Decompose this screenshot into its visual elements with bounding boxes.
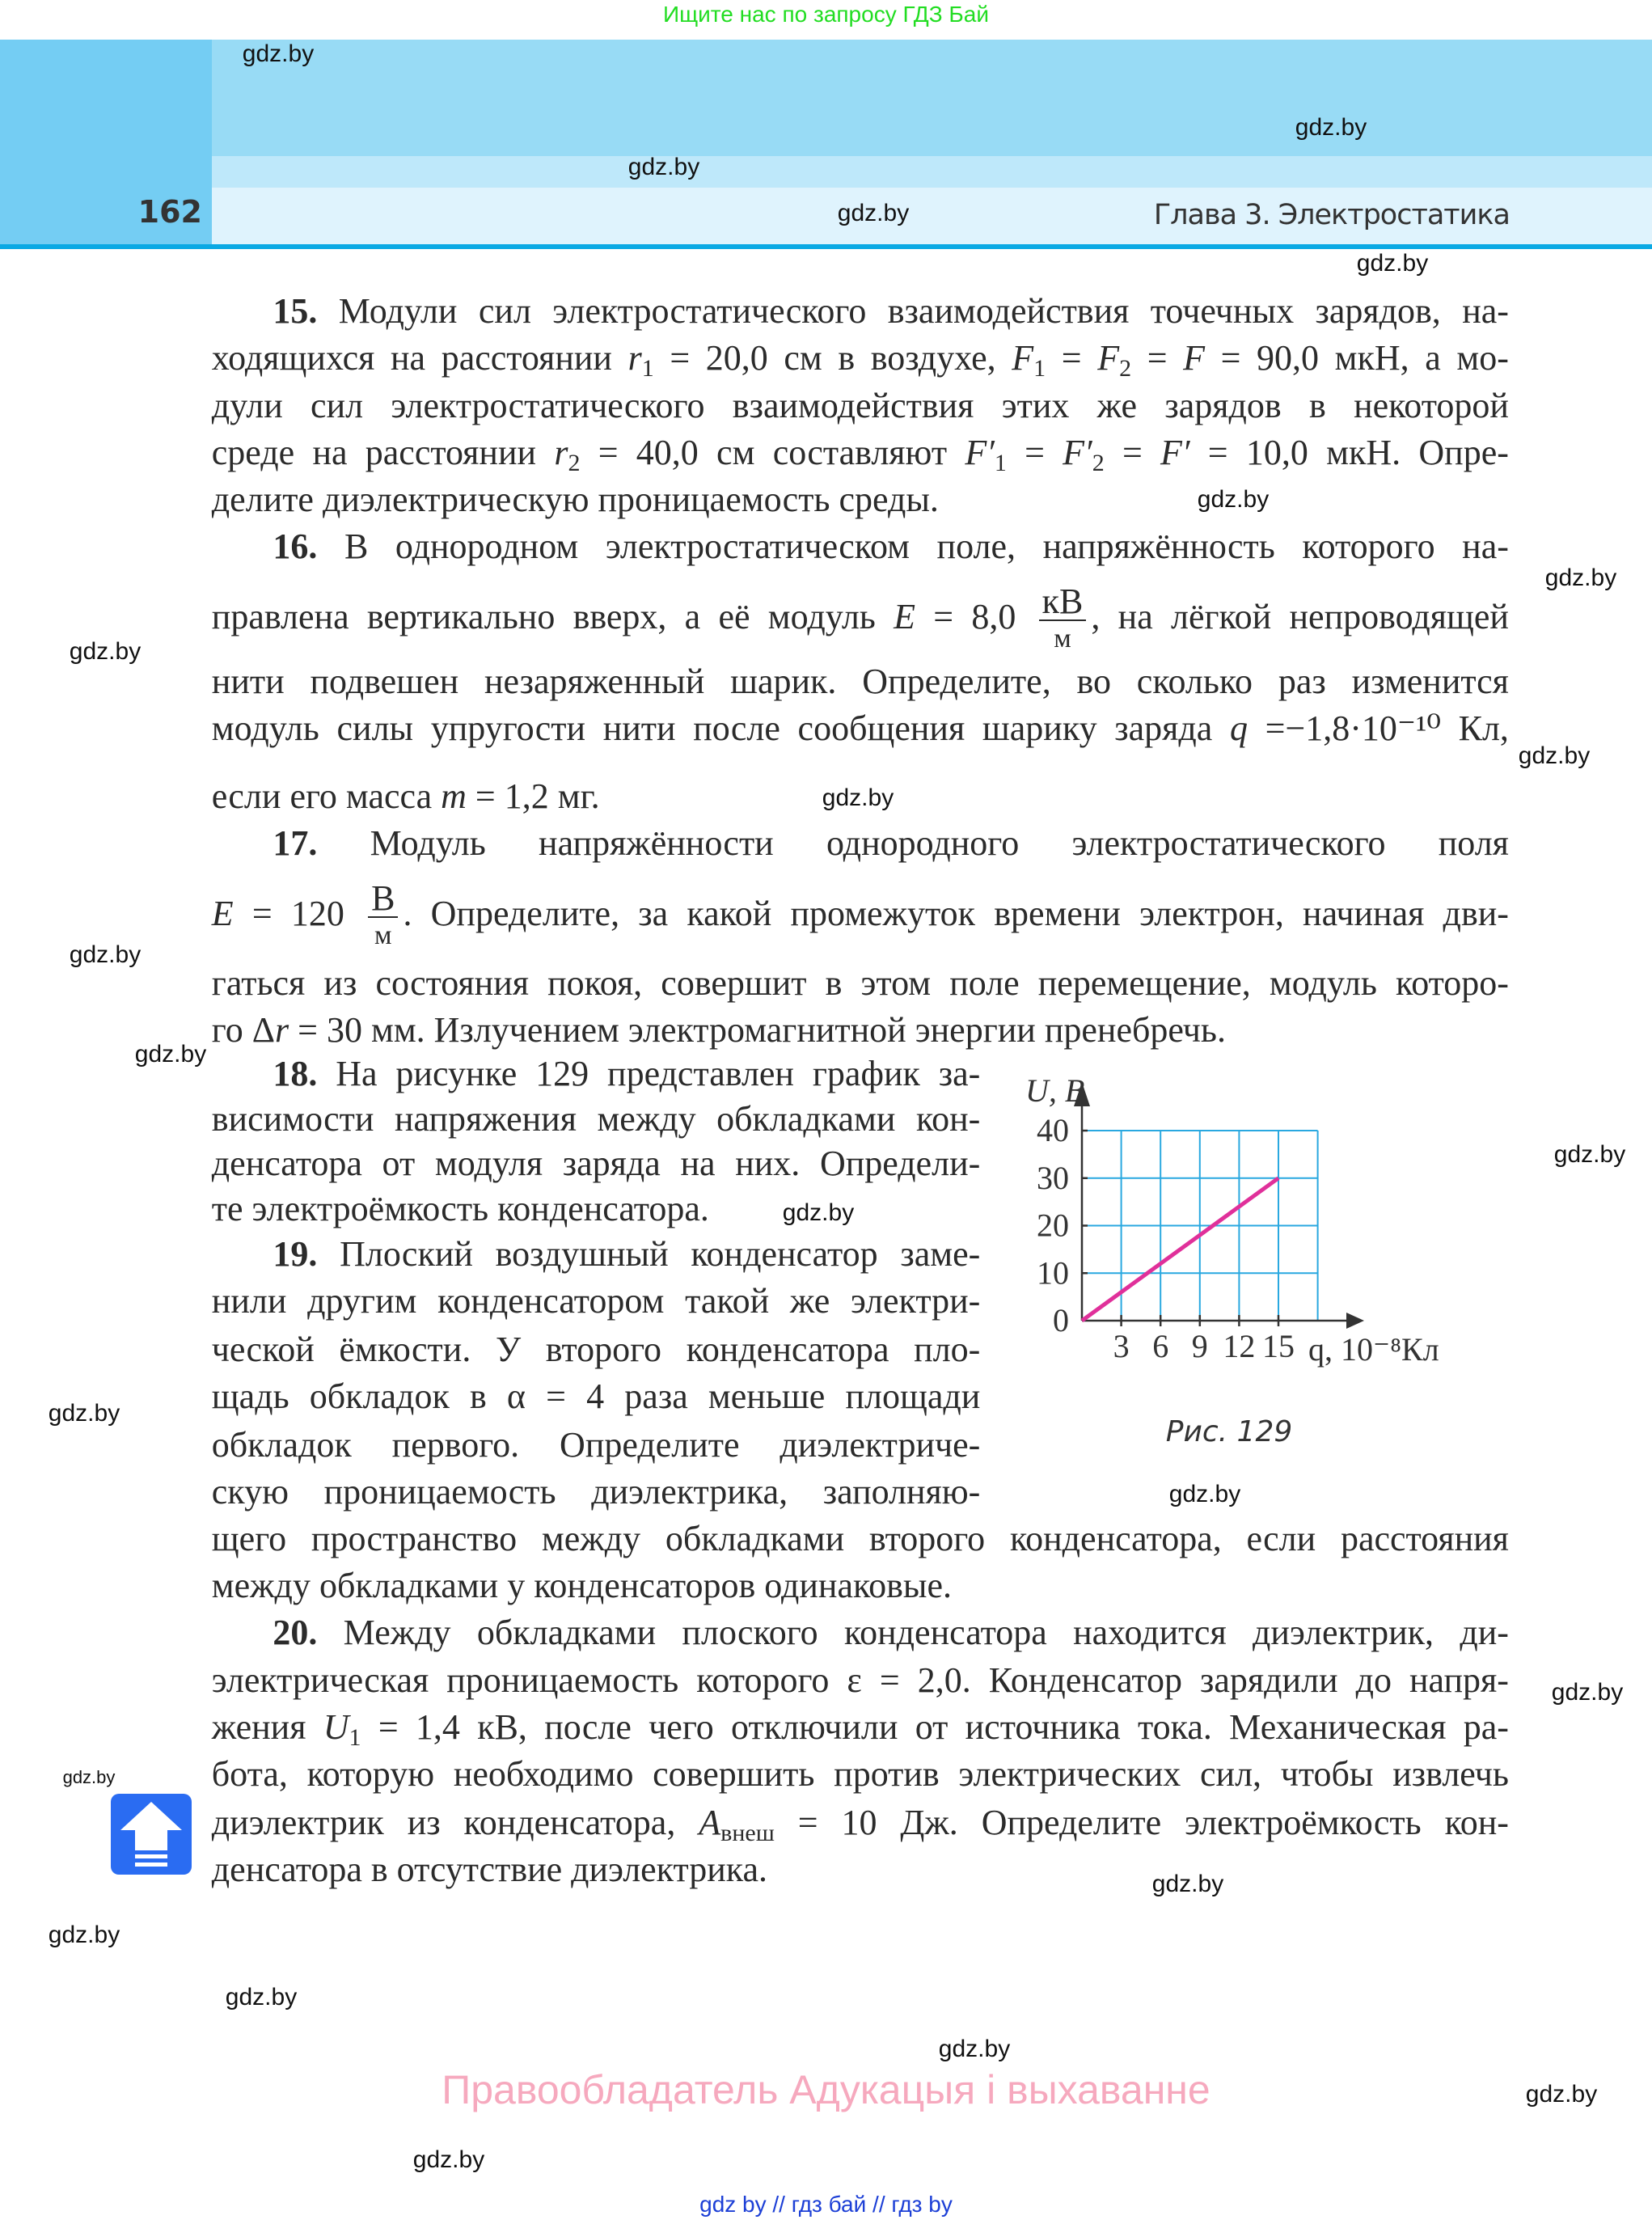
text-line [212, 960, 1509, 1007]
watermark: gdz.by [1356, 250, 1429, 277]
text-segment: F [1097, 337, 1120, 378]
text-segment: 1 [641, 354, 654, 382]
text-segment: дули сил электростатического взаимодействия этих же зарядов в некоторой [211, 386, 1509, 426]
watermark: gdz.by [412, 2146, 485, 2173]
text-segment: бота, которую необходимо совершить против электрических сил, чтобы извлечь [211, 1754, 1509, 1795]
text-segment: Плоский воздушный конденсатор заме- [317, 1234, 981, 1275]
text-segment: го Δ [211, 1009, 276, 1050]
text-line [273, 523, 1509, 570]
text-segment: F [1183, 337, 1206, 378]
text-segment: = 10,0 мкН. Опре- [1189, 433, 1509, 473]
text-segment: 19. [273, 1234, 318, 1275]
text-segment: нити подвешен незаряженный шарик. Определите, во сколько раз изменится [211, 662, 1509, 702]
watermark: gdz.by [225, 1984, 298, 2010]
text-segment: если его масса [211, 776, 442, 817]
text-segment: гаться из состояния покоя, совершит в этом поле перемещение, модуль которо- [211, 962, 1509, 1003]
text-line [212, 1516, 1509, 1562]
header-band [212, 40, 1652, 156]
text-segment: жения [211, 1707, 323, 1748]
text-segment: делите диэлектрическую проницаемость среды. [211, 480, 939, 520]
watermark: gdz.by [837, 200, 910, 226]
text-segment: m [441, 776, 467, 817]
text-segment: 1 [994, 450, 1007, 477]
text-segment: 17. [273, 823, 318, 864]
watermark: gdz.by [1197, 486, 1270, 513]
text-line [212, 1373, 981, 1420]
series-line [1082, 1178, 1278, 1321]
fraction-denominator: м [374, 920, 392, 950]
text-segment: . Определите, за какой промежуток времени электрон, начиная дви- [403, 893, 1509, 933]
y-tick-label: 10 [1037, 1254, 1069, 1292]
watermark: gdz.by [938, 2036, 1011, 2062]
text-segment: 18. [273, 1054, 318, 1094]
text-segment: 2 [568, 450, 581, 477]
watermark: gdz.by [69, 941, 142, 968]
text-segment: = [1104, 433, 1161, 473]
text-segment: E [211, 893, 234, 933]
text-segment: среде на расстоянии [211, 433, 555, 473]
text-segment [1039, 581, 1087, 657]
text-line [212, 1704, 1509, 1751]
text-segment: денсатора в отсутствие диэлектрика. [211, 1849, 768, 1889]
text-segment: q [1229, 708, 1248, 749]
text-segment: A [699, 1802, 721, 1842]
text-segment: F [1012, 337, 1034, 378]
text-line [273, 1609, 1509, 1656]
watermark: gdz.by [1168, 1481, 1241, 1507]
text-segment: = [1006, 433, 1063, 473]
y-axis-label: U, В [1025, 1072, 1085, 1109]
text-segment: щадь обкладок в α = 4 раза меньше площади [211, 1376, 981, 1416]
text-segment [368, 877, 398, 953]
text-segment: правлена вертикально вверх, а её модуль [211, 596, 894, 636]
text-segment: 20. [273, 1612, 318, 1652]
text-segment: = [1131, 337, 1184, 378]
text-segment: 2 [1119, 354, 1132, 382]
text-segment: денсатора от модуля заряда на них. Определи- [211, 1143, 981, 1183]
text-line [212, 873, 1509, 954]
text-segment: = 1,4 кВ, после чего отключили от источника тока. Механическая ра- [361, 1707, 1509, 1748]
text-segment: = 8,0 [915, 596, 1034, 636]
text-segment: скую проницаемость диэлектрика, заполняю- [211, 1471, 981, 1512]
text-segment: r [275, 1009, 289, 1050]
figure-caption: Рис. 129 [1165, 1415, 1293, 1448]
text-line [212, 1657, 1509, 1704]
fraction-numerator: В [368, 881, 398, 918]
x-tick-label: 9 [1191, 1328, 1208, 1364]
watermark: gdz.by [782, 1199, 855, 1226]
x-tick-label: 15 [1262, 1328, 1295, 1364]
text-line [212, 577, 1509, 657]
text-segment: между обкладками у конденсаторов одинаковые. [211, 1565, 952, 1605]
text-line [273, 820, 1509, 867]
text-line [212, 1562, 1509, 1609]
watermark: gdz.by [1544, 564, 1617, 591]
text-line [273, 288, 1509, 335]
x-tick-label: 6 [1152, 1328, 1169, 1364]
text-segment: = 40,0 см составляют [580, 433, 965, 473]
watermark: gdz.by [69, 638, 142, 665]
text-line [212, 1096, 981, 1143]
x-axis-arrow [1346, 1313, 1364, 1329]
text-segment: 2 [1092, 450, 1105, 477]
figure-129-chart [1011, 1051, 1528, 1472]
text-line [212, 1751, 1509, 1798]
text-segment: Между обкладками плоского конденсатора находится диэлектрик, ди- [317, 1612, 1509, 1652]
watermark: gdz.by [1553, 1141, 1626, 1168]
text-line [212, 476, 1509, 523]
text-segment: электрическая проницаемость которого ε = 2,0. Конденсатор зарядили до напря- [211, 1660, 1509, 1701]
fraction-denominator: м [1054, 623, 1071, 653]
text-segment: U [323, 1707, 349, 1748]
text-segment: обкладок первого. Определите диэлектриче- [211, 1424, 981, 1465]
text-segment: модуль силы упругости нити после сообщения шарику заряда [211, 708, 1230, 749]
text-segment: щего пространство между обкладками второго конденсатора, если расстояния [211, 1518, 1509, 1558]
text-line [212, 1799, 1509, 1846]
watermark: gdz.by [627, 154, 700, 180]
text-segment: = 30 мм. Излучением электромагнитной энергии пренебречь. [289, 1009, 1227, 1050]
text-segment: те электроёмкость конденсатора. [211, 1188, 709, 1228]
header-divider [0, 244, 1652, 249]
text-segment: , на лёгкой непроводящей [1091, 596, 1509, 636]
text-segment: = 90,0 мкН, а мо- [1205, 337, 1509, 378]
text-line [212, 705, 1509, 752]
text-segment: = 1,2 мг. [466, 776, 600, 817]
watermark: gdz.by [1525, 2081, 1598, 2108]
page-number: 162 [137, 194, 202, 230]
chapter-title: Глава 3. Электростатика [1153, 199, 1510, 231]
text-segment: Модули сил электростатического взаимодействия точечных зарядов, на- [317, 290, 1509, 331]
text-line [273, 1231, 980, 1278]
header-band-light [212, 156, 1652, 188]
text-segment: Модуль напряжённости однородного электростатического поля [317, 823, 1509, 864]
text-segment: 1 [1033, 354, 1046, 382]
text-segment: 15. [273, 290, 318, 331]
text-line [212, 383, 1509, 429]
text-segment: ческой ёмкости. У второго конденсатора пло- [211, 1329, 981, 1369]
text-segment: висимости напряжения между обкладками кон- [211, 1099, 981, 1139]
fraction-numerator: кВ [1039, 584, 1087, 621]
text-segment: =−1,8·10⁻¹⁰ Кл, [1247, 708, 1509, 749]
text-line [212, 1186, 981, 1233]
copyright-notice: Правообладатель Адукацыя і выхаванне [442, 2067, 1210, 2112]
text-line [212, 1278, 981, 1325]
text-segment: F′ [965, 433, 995, 473]
text-line [212, 1846, 1509, 1893]
y-tick-label: 20 [1037, 1207, 1069, 1244]
y-tick-label: 30 [1037, 1159, 1069, 1196]
watermark: gdz.by [134, 1041, 207, 1068]
y-tick-label: 0 [1053, 1302, 1069, 1338]
text-segment: = [1046, 337, 1098, 378]
watermark: gdz.by [1518, 742, 1591, 769]
text-line [212, 1422, 981, 1469]
text-line [212, 1007, 1509, 1054]
footer-links[interactable]: gdz by // гдз бай // гдз by [699, 2192, 953, 2217]
text-segment: В однородном электростатическом поле, напряжённость которого на- [317, 526, 1509, 567]
text-segment: ходящихся на расстоянии [211, 337, 628, 378]
y-tick-label: 40 [1037, 1112, 1069, 1148]
text-segment: r [554, 433, 568, 473]
text-segment: нили другим конденсатором такой же электри- [211, 1281, 981, 1321]
x-tick-label: 3 [1113, 1328, 1130, 1364]
text-segment: 1 [349, 1724, 361, 1752]
text-line [273, 1051, 980, 1097]
watermark: gdz.by [48, 1922, 120, 1948]
text-segment: = 20,0 см в воздухе, [653, 337, 1012, 378]
watermark: gdz.by [242, 40, 315, 67]
text-line [212, 1140, 981, 1187]
text-line [212, 1469, 981, 1516]
text-line [212, 658, 1509, 705]
text-segment: r [627, 337, 642, 378]
x-tick-label: 12 [1223, 1328, 1256, 1364]
text-segment: диэлектрик из конденсатора, [211, 1802, 699, 1842]
text-line [212, 429, 1509, 476]
watermark: gdz.by [1295, 114, 1367, 141]
text-segment: E [894, 596, 916, 636]
x-axis-label: q, 10⁻⁸Кл [1308, 1331, 1439, 1368]
text-segment: На рисунке 129 представлен график за- [317, 1054, 981, 1094]
text-segment: внеш [720, 1819, 775, 1846]
watermark: gdz.by [1551, 1679, 1624, 1706]
text-segment: F′ [1160, 433, 1190, 473]
watermark: gdz.by [48, 1400, 120, 1427]
arrow-up-icon[interactable] [111, 1794, 192, 1875]
search-hint: Ищите нас по запросу ГДЗ Бай [662, 2, 990, 27]
watermark: gdz.by [62, 1767, 116, 1787]
text-segment: = 10 Дж. Определите электроёмкость кон- [774, 1802, 1509, 1842]
text-line [212, 1326, 981, 1373]
text-segment: 16. [273, 526, 318, 567]
text-line [212, 335, 1509, 382]
watermark: gdz.by [822, 784, 894, 811]
text-segment: F′ [1063, 433, 1092, 473]
text-segment: = 120 [233, 893, 364, 933]
watermark: gdz.by [1151, 1871, 1224, 1897]
